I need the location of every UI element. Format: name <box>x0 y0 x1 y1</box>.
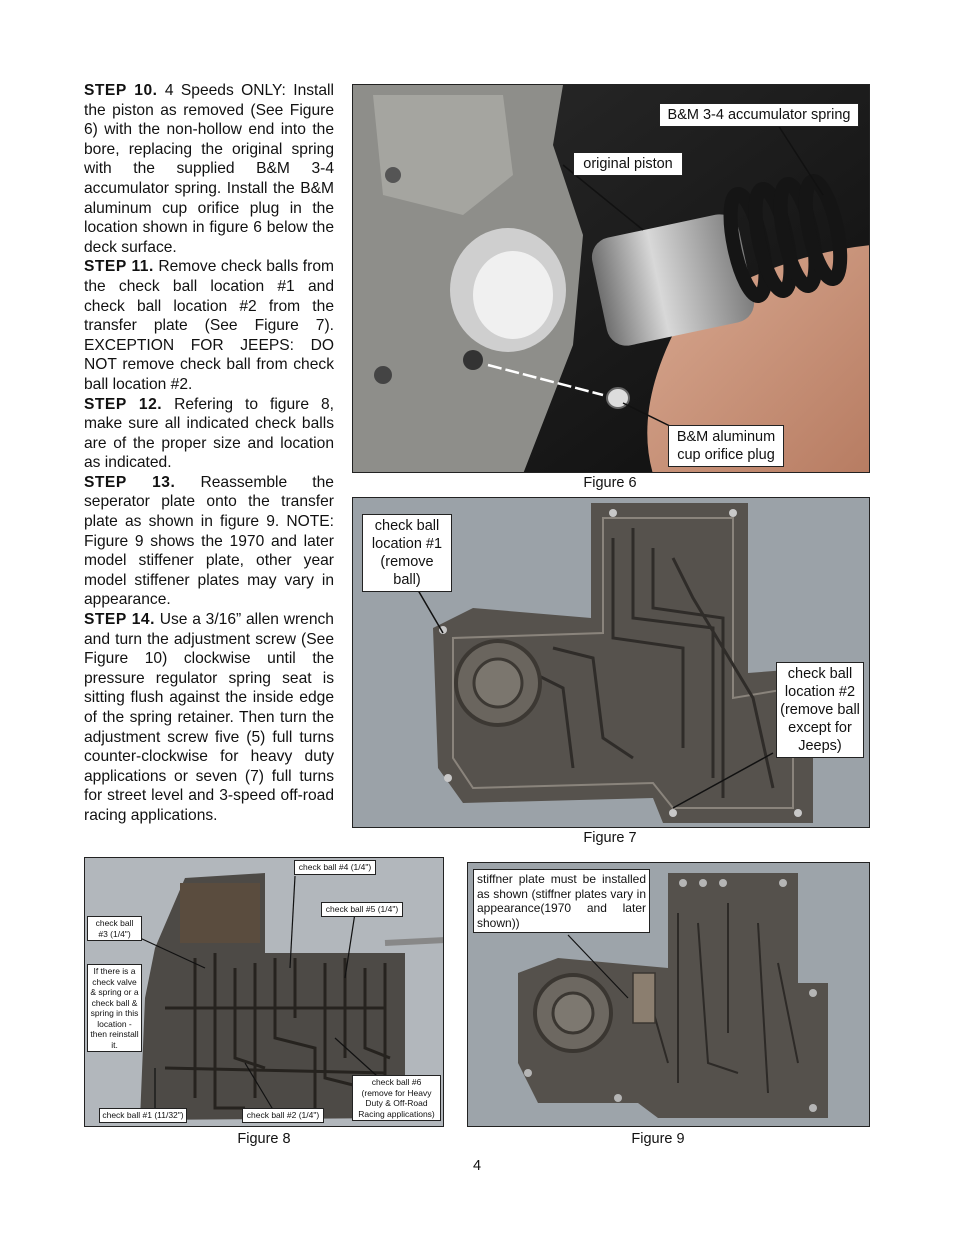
label-check-ball-1: check ball location #1 (remove ball) <box>362 514 452 592</box>
label-stiffener-plate: stiffner plate must be installed as shown (stiffner plates vary in appearance(1970 and later shown)) <box>473 869 650 933</box>
label-check-ball-1-size: check ball #1 (11/32") <box>99 1108 187 1123</box>
label-check-valve-spring: If there is a check valve & spring or a check ball & spring in this location - then reinstall it. <box>87 964 142 1052</box>
label-check-ball-5: check ball #5 (1/4") <box>321 902 403 917</box>
figure-9-photo <box>467 862 870 1127</box>
label-check-ball-4: check ball #4 (1/4") <box>294 860 376 875</box>
figure-7-caption: Figure 7 <box>583 830 637 846</box>
step-11: STEP 11. Remove check balls from the check ball location #1 and check ball location #2 from the transfer plate (See Figure 7). EXCEPTION FOR JEEPS: DO NOT remove check ball from check ball location #2. <box>84 258 334 393</box>
figure-6-caption: Figure 6 <box>583 475 637 491</box>
step-12: STEP 12. Refering to figure 8, make sure all indicated check balls are of the proper size and location as indicated. <box>84 395 334 472</box>
label-original-piston: original piston <box>573 152 683 176</box>
figure-8-photo <box>84 857 444 1127</box>
figure-7-photo <box>352 497 870 828</box>
label-check-ball-2-size: check ball #2 (1/4") <box>242 1108 324 1123</box>
figure-8-caption: Figure 8 <box>237 1131 291 1147</box>
label-check-ball-6: check ball #6 (remove for Heavy Duty & Off-Road Racing applications) <box>352 1075 441 1121</box>
step-10: STEP 10. 4 Speeds ONLY: Install the piston as removed (See Figure 6) with the non-hollow end into the bore, replacing the original spring with the supplied B&M 3-4 accumulator spring. Install the B&M aluminum cup orifice plug in the location shown in figure 6 below the deck surface. <box>84 82 334 256</box>
page-number: 4 <box>472 1158 482 1174</box>
figure-6-illustration <box>353 85 870 473</box>
step-13: STEP 13. Reassemble the seperator plate onto the transfer plate as shown in figure 9. NOTE: Figure 9 shows the 1970 and later model stiffener plate, other year model stiffener plates may vary in appearance. <box>84 473 334 609</box>
figure-6-photo <box>352 84 870 473</box>
label-orifice-plug: B&M aluminum cup orifice plug <box>668 425 784 467</box>
label-check-ball-3: check ball #3 (1/4") <box>87 916 142 941</box>
figure-9-caption: Figure 9 <box>631 1131 685 1147</box>
step-14: STEP 14. Use a 3/16” allen wrench and turn the adjustment screw (See Figure 10) clockwise until the pressure regulator spring seat is sitting flush against the inside edge of the spring retainer. Then turn the adjustment screw five (5) full turns counter-clockwise for heavy duty applications or seven (7) full turns for street level and 3-speed off-road racing applications. <box>84 611 334 824</box>
label-accumulator-spring: B&M 3-4 accumulator spring <box>659 103 859 127</box>
instruction-steps <box>84 81 334 826</box>
label-check-ball-2: check ball location #2 (remove ball except for Jeeps) <box>776 662 864 758</box>
